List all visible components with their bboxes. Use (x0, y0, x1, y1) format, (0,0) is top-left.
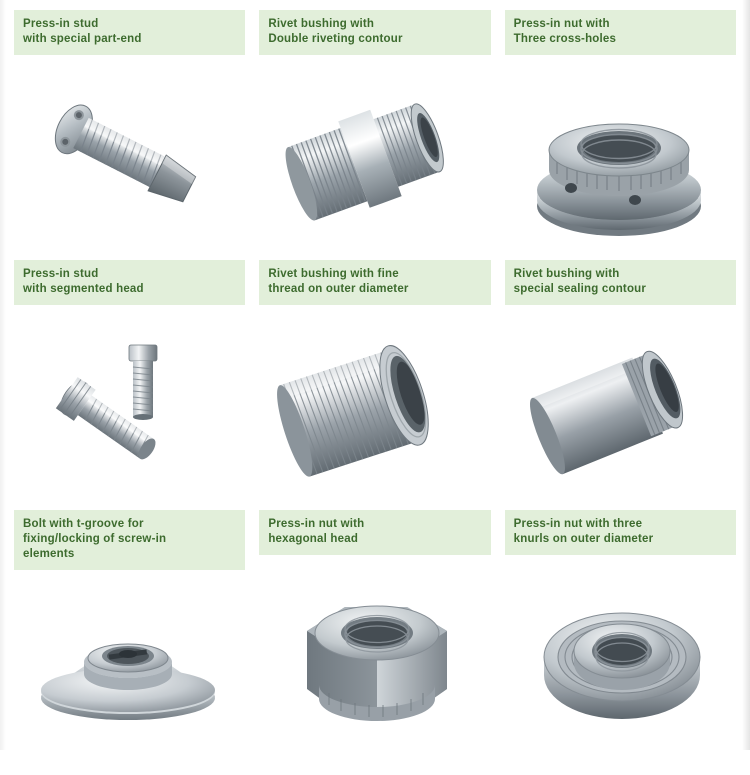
product-cell-press-in-nut-three-cross-holes (505, 10, 736, 260)
caption-line-2: Double riveting contour (268, 33, 403, 45)
product-caption (505, 260, 736, 305)
product-caption (14, 510, 245, 570)
rivet-bushing-with-fine-thread-photo (259, 305, 490, 510)
page-edge-shadow-right (742, 0, 750, 750)
caption-line-1: Press-in nut with three (513, 518, 643, 530)
product-caption (14, 10, 245, 55)
caption-line-2: hexagonal head (268, 533, 359, 545)
product-caption (259, 510, 490, 555)
product-grid (14, 10, 736, 775)
caption-line-2: knurls on outer diameter (513, 533, 654, 545)
product-cell-press-in-nut-hexagonal-head (259, 510, 490, 775)
product-caption (505, 510, 736, 555)
caption-line-1: Rivet bushing with (268, 18, 375, 30)
bolt-with-t-groove-photo (14, 570, 245, 775)
caption-line-1: Press-in stud (23, 18, 99, 30)
rivet-bushing-with-special-sealing-contour-photo (505, 305, 736, 510)
caption-line-1: Press-in stud (23, 268, 99, 280)
press-in-stud-with-special-part-end-photo (14, 55, 245, 260)
caption-line-2: with segmented head (23, 283, 144, 295)
caption-line-1: Rivet bushing with fine (268, 268, 399, 280)
caption-line-2: fixing/locking of screw-in (23, 533, 167, 545)
caption-line-2: thread on outer diameter (268, 283, 409, 295)
rivet-bushing-with-double-riveting-contour-photo (259, 55, 490, 260)
product-cell-press-in-nut-three-knurls (505, 510, 736, 775)
product-caption (259, 260, 490, 305)
caption-line-2: with special part-end (23, 33, 142, 45)
caption-line-2: Three cross-holes (513, 33, 617, 45)
product-caption (14, 260, 245, 305)
caption-line-2: special sealing contour (513, 283, 647, 295)
press-in-stud-with-segmented-head-photo (14, 305, 245, 510)
caption-line-1: Press-in nut with (268, 518, 365, 530)
product-cell-bolt-with-t-groove (14, 510, 245, 775)
page-edge-shadow-left (0, 0, 6, 750)
product-cell-rivet-bushing-double-riveting-contour (259, 10, 490, 260)
product-cell-press-in-stud-special-part-end (14, 10, 245, 260)
product-caption (259, 10, 490, 55)
press-in-nut-with-three-knurls-photo (505, 555, 736, 760)
product-cell-rivet-bushing-fine-thread (259, 260, 490, 510)
press-in-nut-with-three-cross-holes-photo (505, 55, 736, 260)
caption-line-3: elements (23, 548, 75, 560)
press-in-nut-with-hexagonal-head-photo (259, 555, 490, 760)
caption-line-1: Press-in nut with (513, 18, 610, 30)
caption-line-1: Rivet bushing with (513, 268, 620, 280)
product-caption (505, 10, 736, 55)
product-cell-rivet-bushing-sealing-contour (505, 260, 736, 510)
product-cell-press-in-stud-segmented-head (14, 260, 245, 510)
caption-line-1: Bolt with t-groove for (23, 518, 144, 530)
